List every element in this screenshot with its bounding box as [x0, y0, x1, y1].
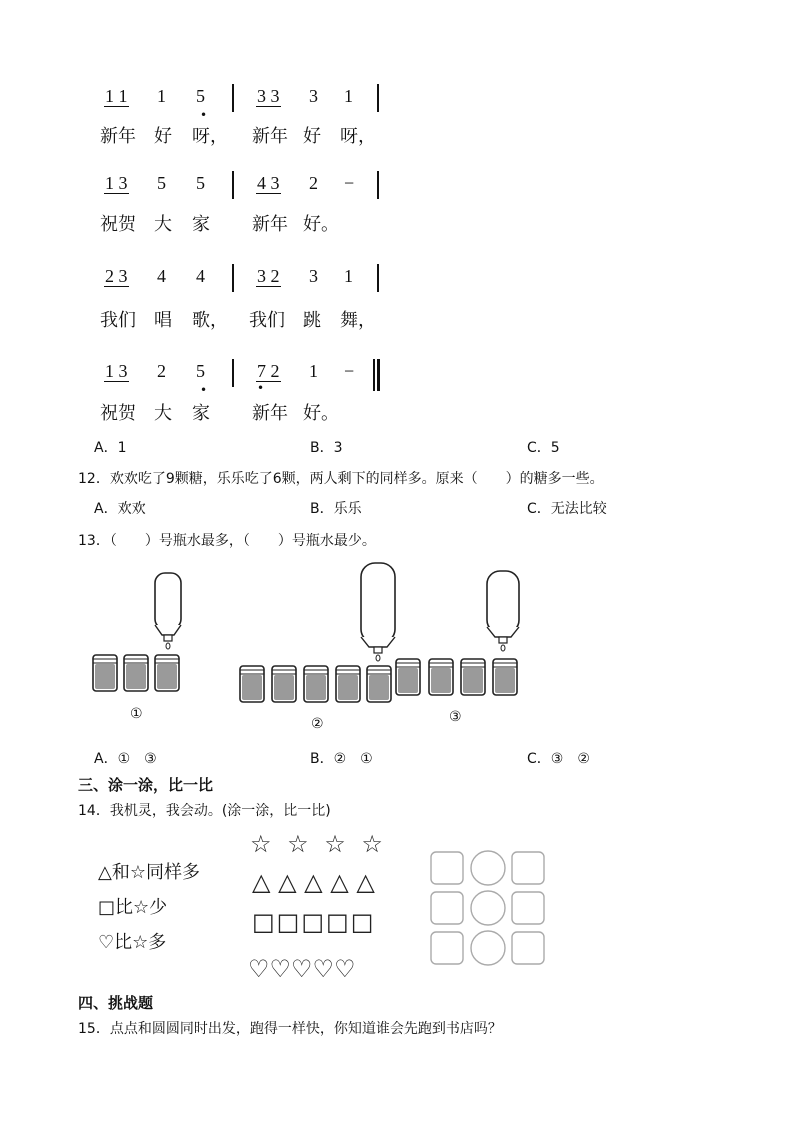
- grid-circle[interactable]: [471, 891, 505, 925]
- bar-line: [377, 84, 379, 112]
- q13-option-c[interactable]: C．③ ②: [527, 751, 590, 767]
- lyric: 唱: [154, 310, 172, 331]
- square-row: □□□□□: [252, 908, 376, 936]
- note: −: [344, 173, 355, 193]
- bar-line: [232, 84, 234, 112]
- q12-option-a[interactable]: A．欢欢: [94, 501, 146, 517]
- q13-bottles-figure: [0, 555, 794, 745]
- end-bar-line: [377, 359, 380, 391]
- note: 3: [309, 86, 318, 106]
- lyric: 好。: [303, 403, 339, 424]
- bar-line: [377, 264, 379, 292]
- star-row: ☆ ☆ ☆ ☆: [250, 830, 387, 858]
- note-group: 1 3: [105, 361, 128, 381]
- bar-line: [232, 264, 234, 292]
- note-group: 4 3: [257, 173, 280, 193]
- note: 2: [309, 173, 318, 193]
- grid-square[interactable]: [512, 892, 544, 924]
- lyric: 好。: [303, 214, 339, 235]
- bar-line: [232, 359, 234, 387]
- lyric: 歌，: [192, 310, 228, 331]
- lyric: 我们: [249, 310, 285, 331]
- grid-square[interactable]: [431, 932, 463, 964]
- low-octave-dot: •: [257, 381, 265, 395]
- q11-option-a[interactable]: A．1: [94, 440, 127, 456]
- q14-rule-3: ♡比☆多: [98, 932, 167, 953]
- bottle-1-cups: [93, 655, 179, 691]
- lyric: 跳: [303, 310, 321, 331]
- note-group: 3 3: [257, 86, 280, 106]
- note-group: 7 2: [257, 361, 280, 381]
- grid-square[interactable]: [512, 932, 544, 964]
- note: 1: [344, 86, 353, 106]
- lyric: 家: [192, 403, 210, 424]
- coloring-grid[interactable]: [425, 848, 555, 972]
- note-group: 1 3: [105, 173, 128, 193]
- q12-option-b[interactable]: B．乐乐: [310, 501, 362, 517]
- lyric: 好: [303, 126, 321, 147]
- low-octave-dot: •: [200, 108, 208, 122]
- lyric: 我们: [100, 310, 136, 331]
- lyric: 大: [154, 214, 172, 235]
- bottle-1: [155, 573, 181, 649]
- grid-circle[interactable]: [471, 851, 505, 885]
- q13-option-b[interactable]: B．② ①: [310, 751, 373, 767]
- q14-rule-1: △和☆同样多: [98, 862, 200, 883]
- bottle-2-label: ②: [311, 716, 324, 732]
- bottle-2: [361, 563, 395, 661]
- note: 1: [157, 86, 166, 106]
- q11-option-c[interactable]: C．5: [527, 440, 560, 456]
- grid-square[interactable]: [512, 852, 544, 884]
- bottle-2-cups: [240, 666, 391, 702]
- note: 5: [196, 86, 205, 106]
- q14-rule-2: □比☆少: [98, 897, 168, 918]
- heart-row: ♡♡♡♡♡: [248, 955, 356, 983]
- note: 5: [196, 361, 205, 381]
- grid-square[interactable]: [431, 852, 463, 884]
- note: 4: [157, 266, 166, 286]
- bottle-3-cups: [396, 659, 517, 695]
- note: 4: [196, 266, 205, 286]
- lyric: 家: [192, 214, 210, 235]
- lyric: 新年: [252, 214, 288, 235]
- lyric: 新年: [100, 126, 136, 147]
- q12-question: 12．欢欢吃了9颗糖，乐乐吃了6颗，两人剩下的同样多。原来（ ）的糖多一些。: [78, 471, 604, 487]
- bottle-3: [487, 571, 519, 651]
- note: 1: [309, 361, 318, 381]
- note: 3: [309, 266, 318, 286]
- section-3-title: 三、涂一涂，比一比: [78, 776, 214, 794]
- q15-question: 15．点点和圆圆同时出发，跑得一样快，你知道谁会先跑到书店吗？: [78, 1021, 502, 1037]
- note: 5: [157, 173, 166, 193]
- grid-square[interactable]: [431, 892, 463, 924]
- lyric: 祝贺: [100, 403, 136, 424]
- note: 1: [344, 266, 353, 286]
- note: 5: [196, 173, 205, 193]
- end-bar-line: [373, 359, 375, 391]
- note-group: 3 2: [257, 266, 280, 286]
- q12-option-c[interactable]: C．无法比较: [527, 501, 607, 517]
- lyric: 呀，: [340, 126, 376, 147]
- note-group: 1 1: [105, 86, 128, 106]
- section-4-title: 四、挑战题: [78, 994, 154, 1012]
- note-group: 2 3: [105, 266, 128, 286]
- lyric: 新年: [252, 126, 288, 147]
- q14-question: 14．我机灵，我会动。(涂一涂，比一比): [78, 803, 331, 819]
- q11-option-b[interactable]: B．3: [310, 440, 343, 456]
- bottle-1-label: ①: [130, 706, 143, 722]
- grid-circle[interactable]: [471, 931, 505, 965]
- note: −: [344, 361, 355, 381]
- lyric: 舞，: [340, 310, 376, 331]
- lyric: 大: [154, 403, 172, 424]
- q13-option-a[interactable]: A．① ③: [94, 751, 157, 767]
- note: 2: [157, 361, 166, 381]
- bar-line: [377, 171, 379, 199]
- lyric: 好: [154, 126, 172, 147]
- bar-line: [232, 171, 234, 199]
- lyric: 祝贺: [100, 214, 136, 235]
- lyric: 呀，: [192, 126, 228, 147]
- triangle-row: △ △ △ △ △: [252, 868, 375, 896]
- low-octave-dot: •: [200, 383, 208, 397]
- lyric: 新年: [252, 403, 288, 424]
- q13-question: 13．（ ）号瓶水最多，（ ）号瓶水最少。: [78, 533, 376, 549]
- bottle-3-label: ③: [449, 709, 462, 725]
